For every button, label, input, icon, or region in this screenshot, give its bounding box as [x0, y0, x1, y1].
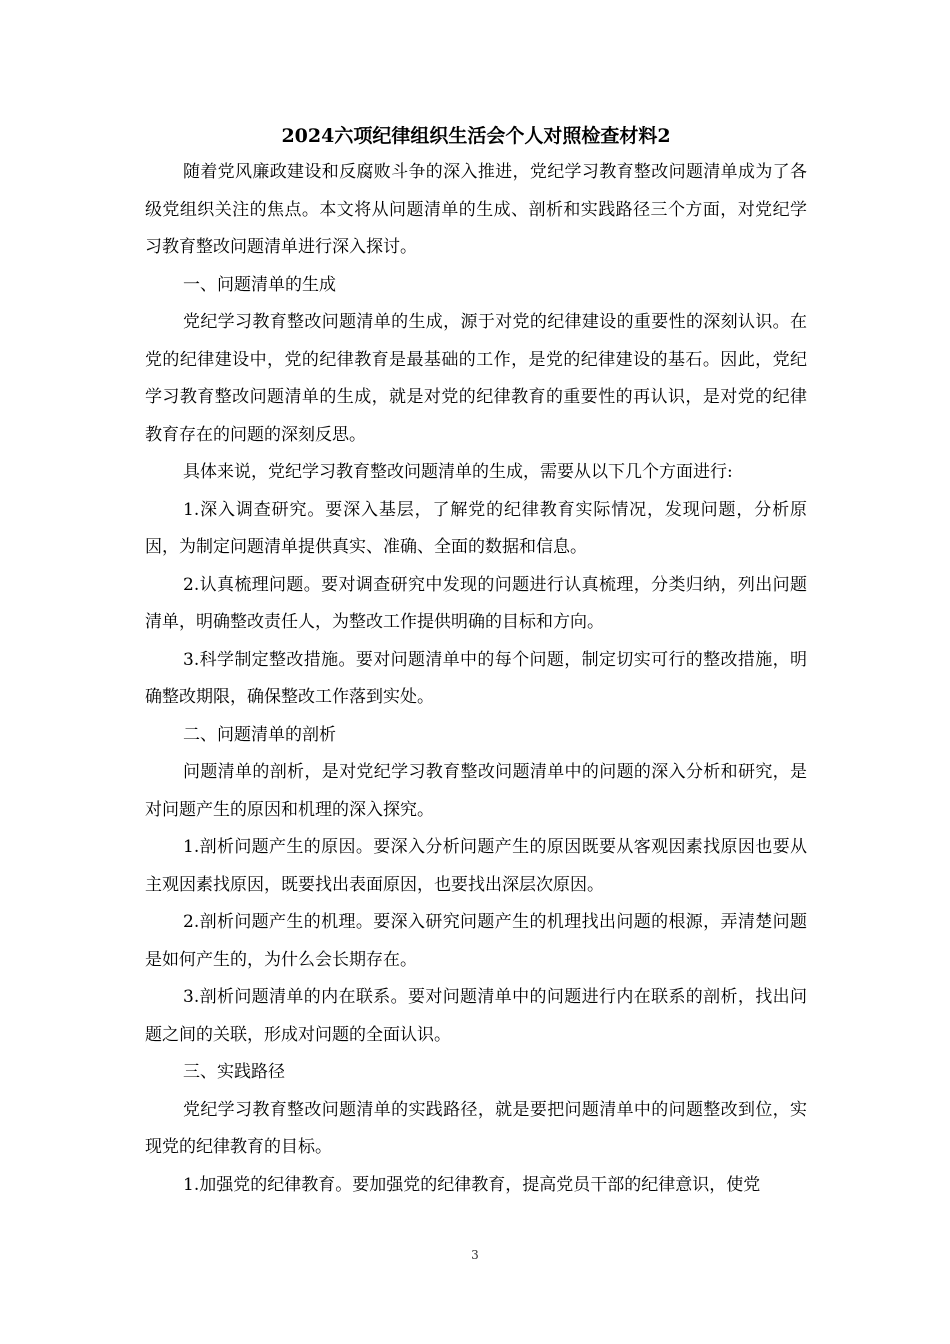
paragraph-intro: 随着党风廉政建设和反腐败斗争的深入推进，党纪学习教育整改问题清单成为了各级党组织关注的焦点。本文将从问题清单的生成、剖析和实践路径三个方面，对党纪学习教育整改问题清单进行深入探讨。 [145, 162, 807, 257]
document-body [145, 118, 807, 1204]
list-item: 1.加强党的纪律教育。要加强党的纪律教育，提高党员干部的纪律意识，使党 [183, 1174, 761, 1195]
paragraph: 党纪学习教育整改问题清单的实践路径，就是要把问题清单中的问题整改到位，实现党的纪律教育的目标。 [145, 1099, 807, 1157]
list-item: 1.深入调查研究。要深入基层，了解党的纪律教育实际情况，发现问题，分析原因，为制定问题清单提供真实、准确、全面的数据和信息。 [145, 499, 807, 557]
paragraph: 问题清单的剖析，是对党纪学习教育整改问题清单中的问题的深入分析和研究，是对问题产生的原因和机理的深入探究。 [145, 762, 807, 820]
section-heading-1: 一、问题清单的生成 [183, 274, 336, 295]
section-heading-2: 二、问题清单的剖析 [183, 724, 336, 745]
section-heading-3: 三、实践路径 [183, 1062, 285, 1082]
list-item: 2.认真梳理问题。要对调查研究中发现的问题进行认真梳理，分类归纳，列出问题清单，明确整改责任人，为整改工作提供明确的目标和方向。 [145, 574, 807, 632]
paragraph: 党纪学习教育整改问题清单的生成，源于对党的纪律建设的重要性的深刻认识。在党的纪律建设中，党的纪律教育是最基础的工作，是党的纪律建设的基石。因此，党纪学习教育整改问题清单的生成，就是对党的纪律教育的重要性的再认识，是对党的纪律教育存在的问题的深刻反思。 [145, 312, 807, 445]
document-title: 2024六项纪律组织生活会个人对照检查材料2 [281, 125, 671, 147]
page-number: 3 [471, 1248, 479, 1262]
list-item: 3.剖析问题清单的内在联系。要对问题清单中的问题进行内在联系的剖析，找出问题之间的关联，形成对问题的全面认识。 [145, 987, 807, 1045]
paragraph: 具体来说，党纪学习教育整改问题清单的生成，需要从以下几个方面进行: [183, 462, 733, 482]
list-item: 3.科学制定整改措施。要对问题清单中的每个问题，制定切实可行的整改措施，明确整改期限，确保整改工作落到实处。 [145, 649, 807, 707]
list-item: 2.剖析问题产生的机理。要深入研究问题产生的机理找出问题的根源，弄清楚问题是如何产生的，为什么会长期存在。 [145, 912, 807, 970]
list-item: 1.剖析问题产生的原因。要深入分析问题产生的原因既要从客观因素找原因也要从主观因素找原因，既要找出表面原因，也要找出深层次原因。 [145, 837, 807, 895]
